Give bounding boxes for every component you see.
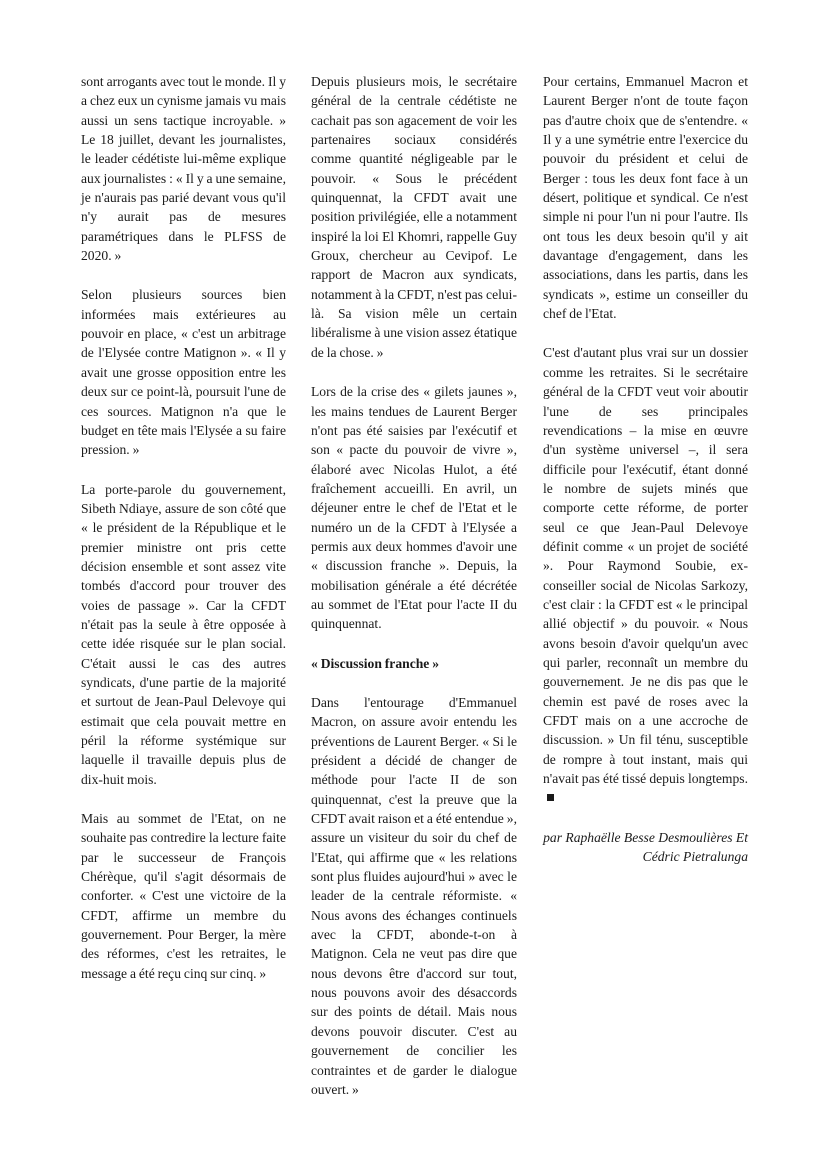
author-byline bbox=[543, 828, 748, 867]
byline-line: par Raphaëlle Besse Desmoulières Et Cédric Pietralunga bbox=[543, 829, 748, 865]
paragraph: Mais au sommet de l'Etat, on ne souhaite pas contredire la lecture faite par le successeur de François Chérèque, qu'il s'agit désormais de conforter. « C'est une victoire de la CFDT, affirme un membre du gouvernement. Pour Berger, la mère des réformes, c'est les retraites, le message a été reçu cinq sur cinq. » bbox=[81, 811, 286, 981]
paragraph: Depuis plusieurs mois, le secrétaire général de la centrale cédétiste ne cachait pas son agacement de voir les partenaires sociaux considérés comme quantité négligeable par le pouvoir. « Sous le précédent quinquennat, la CFDT avait une position privilégiée, elle a notamment inspiré la loi El Khomri, rappelle Guy Groux, chercheur au Cevipof. Le rapport de Macron aux syndicats, notamment à la CFDT, n'est pas celui-là. Sa vision mêle un certain libéralisme à une vision assez étatique de la chose. » bbox=[311, 74, 517, 360]
section-subheading: « Discussion franche » bbox=[311, 655, 440, 671]
paragraph-text: C'est d'autant plus vrai sur un dossier comme les retraites. Si le secrétaire général de la CFDT veut voir aboutir l'une de ses principales revendications – la mise en œuvre d'un système universel –, il sera difficile pour l'exécutif, étant donné le nombre de sujets minés que comporte cette réforme, de porter seul ce que Jean-Paul Delevoye définit comme « un projet de société ». Pour Raymond Soubie, ex-conseiller social de Nicolas Sarkozy, c'est clair : la CFDT est « le principal allié objectif » du pouvoir. « Nous avons besoin d'avoir quelqu'un avec qui parler, reconnaît un membre du gouvernement. Je ne dis pas que le chemin est pavé de roses avec la CFDT mais on a une accroche de discussion. » Un fil ténu, susceptible de rompre à tout instant, mais qui n'avait pas été tissé depuis longtemps. bbox=[543, 345, 748, 787]
text-column-2 bbox=[311, 72, 517, 1119]
paragraph: Selon plusieurs sources bien informées mais extérieures au pouvoir en place, « c'est un arbitrage de l'Elysée contre Matignon ». « Il y avait une grosse opposition entre les deux sur ce point-là, poursuit l'une de ces sources. Matignon n'a que le budget en tête mais l'Elysée a su faire pression. » bbox=[81, 287, 286, 458]
paragraph: sont arrogants avec tout le monde. Il y a chez eux un cynisme jamais vu mais aussi un sens tactique incroyable. » Le 18 juillet, devant les journalistes, le leader cédétiste lui-même explique aux journalistes : « Il y a une semaine, je n'aurais pas parié devant vous qu'il n'y aurait pas de mesures paramétriques dans le PLFSS de 2020. » bbox=[81, 74, 286, 264]
paragraph: Pour certains, Emmanuel Macron et Laurent Berger n'ont de toute façon pas d'autre choix que de s'entendre. « Il y a une symétrie entre l'exercice du pouvoir du président et celui de Berger : tous les deux font face à un désert, politique et syndical. Ce n'est simple ni pour l'un ni pour l'autre. Ils ont tous les deux besoin qu'il y ait davantage d'engagement, dans les associations, dans les partis, dans les syndicats », estime un conseiller du chef de l'Etat. bbox=[543, 74, 748, 322]
text-column-1 bbox=[81, 72, 286, 1003]
paragraph: La porte-parole du gouvernement, Sibeth Ndiaye, assure de son côté que « le président de la République et le premier ministre ont pris cette décision ensemble et sont assez vite tombés d'accord pour trouver des voies de passage ». Car la CFDT n'était pas la seule à être opposée à cette idée risquée sur le plan social. C'était aussi le cas des autres syndicats, d'une partie de la majorité et surtout de Jean-Paul Delevoye qui estimait que cela pouvait mettre en péril la réforme systémique sur laquelle il travaille depuis plus de dix-huit mois. bbox=[81, 481, 286, 787]
text-column-3 bbox=[543, 72, 748, 866]
paragraph: Dans l'entourage d'Emmanuel Macron, on assure avoir entendu les préventions de Laurent Berger. « Si le président a décidé de changer de méthode pour l'acte II de son quinquennat, c'est la preuve que la CFDT avait raison et a été entendue », assure un visiteur du soir du chef de l'Etat, qui affirme que « les relations sont plus fluides aujourd'hui » avec le leader de la centrale réformiste. « Nous avons des échanges continuels avec la CFDT, abonde-t-on à Matignon. Cela ne veut pas dire que nous devons être d'accord sur tout, nous pouvons avoir des désaccords sur des points de détail. Mais nous devons pouvoir discuter. C'est au gouvernement de concilier les contraintes et de garder le dialogue ouvert. » bbox=[311, 694, 517, 1097]
paragraph-final bbox=[543, 343, 748, 807]
end-of-article-square-icon bbox=[547, 794, 554, 801]
paragraph: Lors de la crise des « gilets jaunes », les mains tendues de Laurent Berger n'ont pas été saisies par l'exécutif et son « pacte du pouvoir de vivre », élaboré avec Nicolas Hulot, a été fraîchement accueilli. En avril, un déjeuner entre le chef de l'Etat et le numéro un de la CFDT à l'Elysée a permis aux deux hommes d'avoir une « discussion franche ». Depuis, la mobilisation générale a été décrétée au sommet de l'Etat pour l'acte II du quinquennat. bbox=[311, 384, 517, 632]
